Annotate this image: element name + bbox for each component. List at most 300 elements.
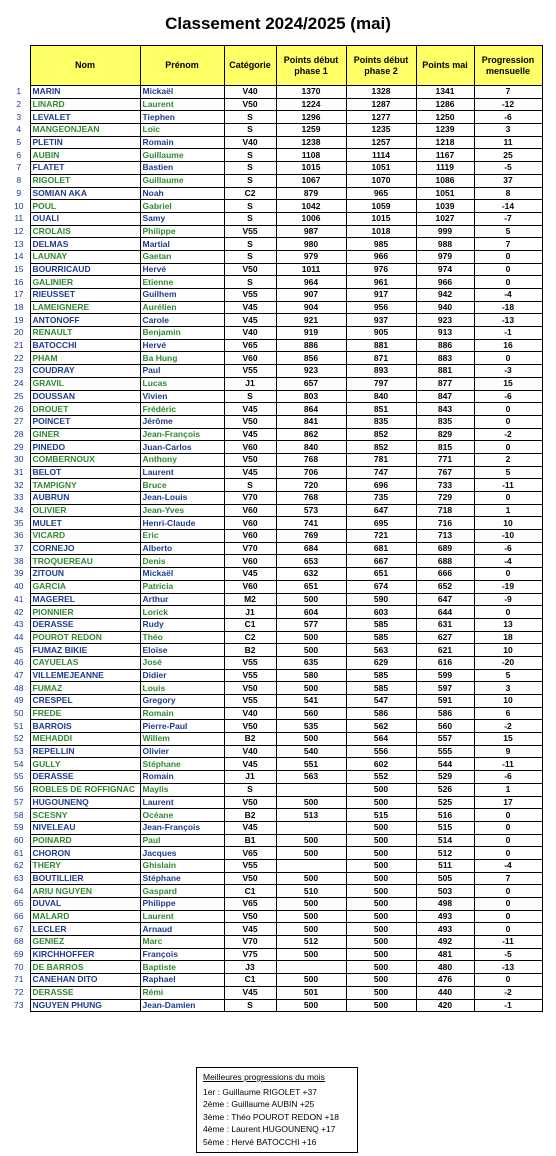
rank-cell: 57: [14, 796, 24, 807]
table-row: [8, 517, 542, 530]
table-row: [8, 352, 542, 365]
table-row: [8, 771, 542, 784]
mai-cell: 511: [416, 859, 474, 872]
table-row: [8, 682, 542, 695]
phase1-cell: 1296: [276, 111, 346, 124]
table-row: [8, 847, 542, 860]
mai-cell: 733: [416, 479, 474, 492]
progression-cell: -1: [474, 999, 542, 1012]
rank-cell: 12: [14, 225, 24, 236]
phase2-cell: 602: [346, 758, 416, 771]
progression-cell: -4: [474, 555, 542, 568]
header-prenom: Prénom: [140, 46, 224, 86]
prenom-cell: Jacques: [140, 847, 224, 860]
phase1-cell: 1011: [276, 263, 346, 276]
phase1-cell: 560: [276, 707, 346, 720]
table-row: [8, 898, 542, 911]
rank-cell: 22: [14, 352, 24, 363]
categorie-cell: S: [224, 390, 276, 403]
progression-cell: 0: [474, 352, 542, 365]
table-row: [8, 618, 542, 631]
table-row: [8, 974, 542, 987]
phase2-cell: 586: [346, 707, 416, 720]
mai-cell: 1119: [416, 162, 474, 175]
phase1-cell: 1259: [276, 124, 346, 137]
mai-cell: 923: [416, 314, 474, 327]
table-row: [8, 555, 542, 568]
phase1-cell: 500: [276, 644, 346, 657]
table-row: [8, 986, 542, 999]
phase2-cell: 840: [346, 390, 416, 403]
progression-cell: 15: [474, 377, 542, 390]
progression-cell: -10: [474, 530, 542, 543]
progression-cell: -4: [474, 289, 542, 302]
categorie-cell: V60: [224, 517, 276, 530]
phase2-cell: 500: [346, 974, 416, 987]
mai-cell: 420: [416, 999, 474, 1012]
rank-cell: 49: [14, 695, 24, 706]
progression-cell: 37: [474, 174, 542, 187]
prenom-cell: Théo: [140, 631, 224, 644]
categorie-cell: V60: [224, 504, 276, 517]
mai-cell: 481: [416, 948, 474, 961]
prenom-cell: Denis: [140, 555, 224, 568]
categorie-cell: V45: [224, 758, 276, 771]
categorie-cell: V75: [224, 948, 276, 961]
progression-cell: 9: [474, 745, 542, 758]
phase2-cell: 590: [346, 593, 416, 606]
progression-cell: 0: [474, 568, 542, 581]
nom-cell: CRESPEL: [30, 695, 140, 708]
categorie-cell: V45: [224, 301, 276, 314]
phase1-cell: 684: [276, 542, 346, 555]
nom-cell: ZITOUN: [30, 568, 140, 581]
table-row: [8, 872, 542, 885]
phase1-cell: 500: [276, 796, 346, 809]
phase2-cell: 1235: [346, 124, 416, 137]
mai-cell: 1167: [416, 149, 474, 162]
progression-cell: -13: [474, 961, 542, 974]
progression-cell: 0: [474, 974, 542, 987]
rank-cell: 10: [14, 200, 24, 211]
rank-cell: 25: [14, 390, 24, 401]
nom-cell: DUVAL: [30, 898, 140, 911]
phase2-cell: 905: [346, 327, 416, 340]
nom-cell: POINARD: [30, 834, 140, 847]
table-row: [8, 758, 542, 771]
prenom-cell: Olivier: [140, 745, 224, 758]
prenom-cell: Arnaud: [140, 923, 224, 936]
header-nom: Nom: [30, 46, 140, 86]
table-row: [8, 441, 542, 454]
categorie-cell: V50: [224, 263, 276, 276]
phase2-cell: 647: [346, 504, 416, 517]
progression-cell: -12: [474, 98, 542, 111]
mai-cell: 999: [416, 225, 474, 238]
mai-cell: 480: [416, 961, 474, 974]
categorie-cell: V65: [224, 339, 276, 352]
mai-cell: 1341: [416, 86, 474, 99]
phase2-cell: 500: [346, 961, 416, 974]
rank-cell: 35: [14, 517, 24, 528]
phase2-cell: 556: [346, 745, 416, 758]
mai-cell: 621: [416, 644, 474, 657]
mai-cell: 716: [416, 517, 474, 530]
prenom-cell: Jean-Damien: [140, 999, 224, 1012]
categorie-cell: S: [224, 149, 276, 162]
nom-cell: DELMAS: [30, 238, 140, 251]
table-row: [8, 783, 542, 796]
nom-cell: RENAULT: [30, 327, 140, 340]
phase1-cell: 1015: [276, 162, 346, 175]
nom-cell: NGUYEN PHUNG: [30, 999, 140, 1012]
nom-cell: DROUET: [30, 403, 140, 416]
table-row: [8, 530, 542, 543]
progression-cell: 3: [474, 124, 542, 137]
phase2-cell: 500: [346, 783, 416, 796]
categorie-cell: V60: [224, 352, 276, 365]
best-progression-item: 3ème : Théo POUROT REDON +18: [203, 1111, 339, 1122]
nom-cell: HUGOUNENQ: [30, 796, 140, 809]
categorie-cell: V40: [224, 707, 276, 720]
table-row: [8, 301, 542, 314]
phase1-cell: 500: [276, 910, 346, 923]
rank-cell: 66: [14, 911, 24, 922]
nom-cell: FUMAZ: [30, 682, 140, 695]
table-row: [8, 695, 542, 708]
table-row: [8, 403, 542, 416]
phase1-cell: 1108: [276, 149, 346, 162]
prenom-cell: Raphael: [140, 974, 224, 987]
rank-cell: 11: [14, 213, 24, 224]
table-row: [8, 86, 542, 99]
prenom-cell: Romain: [140, 771, 224, 784]
table-row: [8, 250, 542, 263]
rank-cell: 33: [14, 492, 24, 503]
nom-cell: DERASSE: [30, 986, 140, 999]
phase2-cell: 721: [346, 530, 416, 543]
progression-cell: 10: [474, 644, 542, 657]
prenom-cell: Mickaël: [140, 86, 224, 99]
prenom-cell: Alberto: [140, 542, 224, 555]
rank-cell: 26: [14, 403, 24, 414]
nom-cell: LAMEIGNERE: [30, 301, 140, 314]
prenom-cell: Stéphane: [140, 872, 224, 885]
phase1-cell: 987: [276, 225, 346, 238]
prenom-cell: Mickaël: [140, 568, 224, 581]
table-row: [8, 466, 542, 479]
rank-cell: 68: [14, 936, 24, 947]
nom-cell: REPELLIN: [30, 745, 140, 758]
phase2-cell: 500: [346, 796, 416, 809]
phase1-cell: 577: [276, 618, 346, 631]
header-rank: [8, 46, 30, 86]
prenom-cell: Lorick: [140, 606, 224, 619]
prenom-cell: Frédéric: [140, 403, 224, 416]
prenom-cell: José: [140, 656, 224, 669]
mai-cell: 591: [416, 695, 474, 708]
table-row: [8, 859, 542, 872]
rank-cell: 40: [14, 581, 24, 592]
mai-cell: 988: [416, 238, 474, 251]
phase2-cell: 1018: [346, 225, 416, 238]
mai-cell: 476: [416, 974, 474, 987]
progression-cell: -13: [474, 314, 542, 327]
prenom-cell: Jean-François: [140, 428, 224, 441]
table-row: [8, 212, 542, 225]
mai-cell: 1250: [416, 111, 474, 124]
phase2-cell: 500: [346, 936, 416, 949]
mai-cell: 829: [416, 428, 474, 441]
nom-cell: DERASSE: [30, 771, 140, 784]
prenom-cell: Willem: [140, 733, 224, 746]
prenom-cell: Océane: [140, 809, 224, 822]
phase2-cell: 985: [346, 238, 416, 251]
mai-cell: 974: [416, 263, 474, 276]
phase2-cell: 651: [346, 568, 416, 581]
prenom-cell: Benjamin: [140, 327, 224, 340]
categorie-cell: V65: [224, 847, 276, 860]
phase2-cell: 781: [346, 453, 416, 466]
phase2-cell: 965: [346, 187, 416, 200]
phase2-cell: 1287: [346, 98, 416, 111]
rank-cell: 56: [14, 784, 24, 795]
categorie-cell: S: [224, 276, 276, 289]
phase1-cell: 741: [276, 517, 346, 530]
mai-cell: 597: [416, 682, 474, 695]
phase1-cell: 500: [276, 733, 346, 746]
phase2-cell: 956: [346, 301, 416, 314]
table-row: [8, 720, 542, 733]
nom-cell: GRAVIL: [30, 377, 140, 390]
mai-cell: 666: [416, 568, 474, 581]
mai-cell: 843: [416, 403, 474, 416]
prenom-cell: Marc: [140, 936, 224, 949]
phase1-cell: 500: [276, 974, 346, 987]
categorie-cell: V45: [224, 821, 276, 834]
table-row: [8, 669, 542, 682]
mai-cell: 1027: [416, 212, 474, 225]
rank-cell: 67: [14, 923, 24, 934]
progression-cell: 10: [474, 695, 542, 708]
phase2-cell: 747: [346, 466, 416, 479]
rank-cell: 32: [14, 479, 24, 490]
phase2-cell: 500: [346, 821, 416, 834]
prenom-cell: François: [140, 948, 224, 961]
nom-cell: MEHADDI: [30, 733, 140, 746]
phase2-cell: 500: [346, 859, 416, 872]
phase2-cell: 500: [346, 885, 416, 898]
phase2-cell: 1114: [346, 149, 416, 162]
categorie-cell: V60: [224, 530, 276, 543]
table-row: [8, 936, 542, 949]
phase1-cell: [276, 961, 346, 974]
prenom-cell: Aurélien: [140, 301, 224, 314]
phase1-cell: 512: [276, 936, 346, 949]
progression-cell: -9: [474, 593, 542, 606]
categorie-cell: V50: [224, 98, 276, 111]
progression-cell: 0: [474, 923, 542, 936]
header-phase2: Points début phase 2: [346, 46, 416, 86]
mai-cell: 966: [416, 276, 474, 289]
phase1-cell: 563: [276, 771, 346, 784]
phase1-cell: 862: [276, 428, 346, 441]
mai-cell: 515: [416, 821, 474, 834]
phase1-cell: 657: [276, 377, 346, 390]
table-row: [8, 289, 542, 302]
prenom-cell: Ba Hung: [140, 352, 224, 365]
mai-cell: 599: [416, 669, 474, 682]
progression-cell: 0: [474, 834, 542, 847]
nom-cell: MAGEREL: [30, 593, 140, 606]
rank-cell: 29: [14, 441, 24, 452]
progression-cell: 0: [474, 415, 542, 428]
progression-cell: -6: [474, 542, 542, 555]
nom-cell: POINCET: [30, 415, 140, 428]
progression-cell: 0: [474, 263, 542, 276]
mai-cell: 883: [416, 352, 474, 365]
phase1-cell: 632: [276, 568, 346, 581]
table-row: [8, 910, 542, 923]
phase2-cell: 881: [346, 339, 416, 352]
phase1-cell: [276, 859, 346, 872]
best-progression-item: 1er : Guillaume RIGOLET +37: [203, 1086, 317, 1097]
progression-cell: 0: [474, 847, 542, 860]
categorie-cell: V40: [224, 327, 276, 340]
table-row: [8, 834, 542, 847]
table-row: [8, 377, 542, 390]
mai-cell: 616: [416, 656, 474, 669]
progression-cell: -19: [474, 580, 542, 593]
prenom-cell: Stéphane: [140, 758, 224, 771]
nom-cell: SOMIAN AKA: [30, 187, 140, 200]
categorie-cell: C1: [224, 974, 276, 987]
mai-cell: 498: [416, 898, 474, 911]
table-row: [8, 923, 542, 936]
phase1-cell: 879: [276, 187, 346, 200]
categorie-cell: V45: [224, 314, 276, 327]
phase2-cell: 667: [346, 555, 416, 568]
prenom-cell: Patricia: [140, 580, 224, 593]
rank-cell: 3: [16, 111, 22, 122]
mai-cell: 1051: [416, 187, 474, 200]
rank-cell: 45: [14, 644, 24, 655]
phase1-cell: 500: [276, 847, 346, 860]
phase2-cell: 515: [346, 809, 416, 822]
nom-cell: BARROIS: [30, 720, 140, 733]
phase1-cell: 551: [276, 758, 346, 771]
categorie-cell: S: [224, 479, 276, 492]
rank-cell: 4: [16, 124, 22, 135]
prenom-cell: Vivien: [140, 390, 224, 403]
categorie-cell: V60: [224, 441, 276, 454]
phase2-cell: 564: [346, 733, 416, 746]
phase2-cell: 563: [346, 644, 416, 657]
progression-cell: 0: [474, 441, 542, 454]
mai-cell: 881: [416, 365, 474, 378]
rank-cell: 38: [14, 555, 24, 566]
prenom-cell: Tiephen: [140, 111, 224, 124]
phase1-cell: 500: [276, 898, 346, 911]
phase1-cell: 769: [276, 530, 346, 543]
rank-cell: 9: [16, 187, 22, 198]
phase1-cell: 635: [276, 656, 346, 669]
categorie-cell: V45: [224, 428, 276, 441]
rank-cell: 42: [14, 606, 24, 617]
table-row: [8, 961, 542, 974]
phase1-cell: 921: [276, 314, 346, 327]
mai-cell: 979: [416, 250, 474, 263]
prenom-cell: Samy: [140, 212, 224, 225]
prenom-cell: Laurent: [140, 796, 224, 809]
nom-cell: BATOCCHI: [30, 339, 140, 352]
phase1-cell: 768: [276, 453, 346, 466]
categorie-cell: V50: [224, 682, 276, 695]
phase1-cell: 500: [276, 872, 346, 885]
nom-cell: GULLY: [30, 758, 140, 771]
rank-cell: 16: [14, 276, 24, 287]
phase1-cell: 541: [276, 695, 346, 708]
mai-cell: 631: [416, 618, 474, 631]
mai-cell: 718: [416, 504, 474, 517]
rank-cell: 72: [14, 987, 24, 998]
rank-cell: 5: [16, 137, 22, 148]
categorie-cell: S: [224, 162, 276, 175]
mai-cell: 1086: [416, 174, 474, 187]
phase2-cell: 585: [346, 669, 416, 682]
categorie-cell: V45: [224, 923, 276, 936]
phase2-cell: 500: [346, 834, 416, 847]
prenom-cell: Noah: [140, 187, 224, 200]
phase1-cell: 904: [276, 301, 346, 314]
mai-cell: 493: [416, 910, 474, 923]
nom-cell: GALINIER: [30, 276, 140, 289]
table-row: [8, 238, 542, 251]
nom-cell: POUROT REDON: [30, 631, 140, 644]
progression-cell: -11: [474, 758, 542, 771]
categorie-cell: V55: [224, 225, 276, 238]
categorie-cell: J1: [224, 606, 276, 619]
best-progressions-title: Meilleures progressions du mois: [203, 1072, 325, 1082]
table-row: [8, 428, 542, 441]
rank-cell: 47: [14, 669, 24, 680]
phase1-cell: 840: [276, 441, 346, 454]
progression-cell: 0: [474, 809, 542, 822]
phase1-cell: 720: [276, 479, 346, 492]
mai-cell: 525: [416, 796, 474, 809]
mai-cell: 1039: [416, 200, 474, 213]
mai-cell: 627: [416, 631, 474, 644]
prenom-cell: Guillaume: [140, 149, 224, 162]
categorie-cell: V55: [224, 859, 276, 872]
rank-cell: 24: [14, 378, 24, 389]
mai-cell: 493: [416, 923, 474, 936]
phase2-cell: 852: [346, 428, 416, 441]
rank-cell: 39: [14, 568, 24, 579]
categorie-cell: S: [224, 238, 276, 251]
progression-cell: 0: [474, 276, 542, 289]
nom-cell: MANGEONJEAN: [30, 124, 140, 137]
phase1-cell: 907: [276, 289, 346, 302]
rank-cell: 19: [14, 314, 24, 325]
table-row: [8, 745, 542, 758]
categorie-cell: V40: [224, 136, 276, 149]
progression-cell: 0: [474, 910, 542, 923]
categorie-cell: S: [224, 124, 276, 137]
rank-cell: 48: [14, 682, 24, 693]
phase1-cell: 1370: [276, 86, 346, 99]
phase2-cell: 681: [346, 542, 416, 555]
